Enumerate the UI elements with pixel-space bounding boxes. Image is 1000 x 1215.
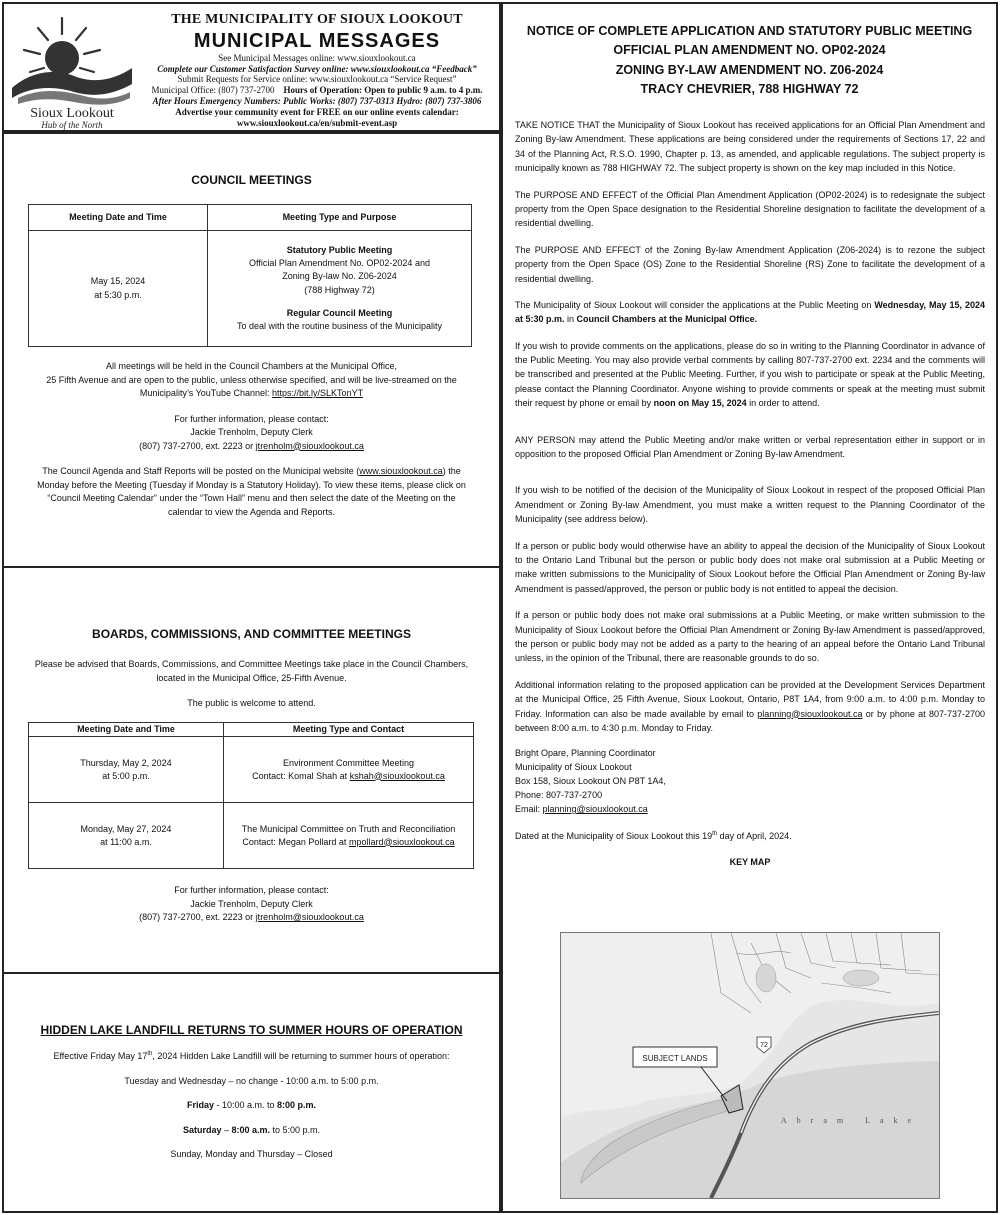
notice-p2: The PURPOSE AND EFFECT of the Official Plan Amendment Application (OP02-2024) is to redesignate the subject property from the Open Space designation to the Residential Shoreline designation to facilitate the development of a residential dwelling. xyxy=(515,189,985,229)
statutory-meeting-title: Statutory Public Meeting xyxy=(286,245,393,256)
keymap-title: KEY MAP xyxy=(729,857,771,868)
notice-body xyxy=(515,118,985,880)
boards-intro-2: located in the Municipal Office, 25-Fifth Avenue. xyxy=(156,672,347,683)
boards-contact-phone: (807) 737-2700, ext. 2223 or xyxy=(139,912,254,922)
sig-phone: Phone: 807-737-2700 xyxy=(515,790,603,801)
boards-intro xyxy=(4,658,499,711)
notice-p4 xyxy=(515,298,985,327)
office-phone: Municipal Office: (807) 737-2700 xyxy=(151,85,275,96)
dated-sup: th xyxy=(712,830,718,837)
contact-email-link[interactable]: jtrenholm@siouxlookout.ca xyxy=(255,440,364,451)
agenda-line-1 xyxy=(4,465,499,479)
boards-row-2-email-link[interactable]: mpollard@siouxlookout.ca xyxy=(348,836,455,847)
notice-meeting-date: Wednesday, May 15, 2024 at 5:30 p.m. xyxy=(515,299,985,325)
notice-p5 xyxy=(515,339,985,411)
masthead-text xyxy=(136,12,498,128)
notice-p10-a: Additional information relating to the proposed application can be provided at the Development Services Department at the Municipal Office, 25 Fifth Avenue, Sioux Lookout, Ontario, P8T 1A4, from 9:00 a.m. to 4:00 p.m. Monday to Friday. Information can also be made available by email to xyxy=(515,679,985,719)
agenda-line-2: Monday before the Meeting (Tuesday if Monday is a Statutory Holiday). To view these items, please click on xyxy=(37,479,466,490)
council-date: May 15, 2024 xyxy=(90,276,146,287)
boards-row-1-time: at 5:00 p.m. xyxy=(102,770,150,781)
sig-email-link[interactable]: planning@siouxlookout.ca xyxy=(542,804,648,815)
boards-committees-section xyxy=(2,566,501,974)
boards-contact-email-link[interactable]: jtrenholm@siouxlookout.ca xyxy=(255,912,364,922)
sig-box: Box 158, Sioux Lookout ON P8T 1A4, xyxy=(515,776,666,787)
notice-deadline: noon on May 15, 2024 xyxy=(653,398,747,409)
dated-line xyxy=(515,829,985,843)
regular-meeting-line: To deal with the routine business of the Municipality xyxy=(236,320,443,331)
boards-title: BOARDS, COMMISSIONS, AND COMMITTEE MEETINGS xyxy=(92,627,411,641)
council-note-1: All meetings will be held in the Council Chambers at the Municipal Office, xyxy=(106,361,397,371)
contact-phone: (807) 737-2700, ext. 2223 or xyxy=(139,440,254,451)
office-hours: Hours of Operation: Open to public 9 a.m. to 4 p.m. xyxy=(283,85,483,96)
subject-lands-label: SUBJECT LANDS xyxy=(642,1054,708,1063)
landfill-saturday-open: 8:00 a.m. xyxy=(231,1124,271,1135)
agenda-text-a: The Council Agenda and Staff Reports will be posted on the Municipal website ( xyxy=(42,466,360,476)
notice-meeting-place: Council Chambers at the Municipal Office. xyxy=(576,314,758,325)
boards-row-2-type: The Municipal Committee on Truth and Reconciliation xyxy=(241,823,456,834)
council-date-cell xyxy=(29,231,208,347)
boards-row-2-date: Monday, May 27, 2024 xyxy=(80,823,172,834)
contact-intro: For further information, please contact: xyxy=(174,413,329,424)
table-row xyxy=(29,737,474,803)
online-line: See Municipal Messages online: www.siouxlookout.ca xyxy=(218,52,416,63)
logo-tagline: Hub of the North xyxy=(41,120,103,130)
sig-email-line xyxy=(515,803,985,817)
sioux-lookout-logo xyxy=(10,14,134,130)
signature-block xyxy=(515,747,985,817)
council-col-type: Meeting Type and Purpose xyxy=(208,205,472,231)
boards-table xyxy=(28,722,474,869)
boards-row-2-type-cell xyxy=(224,803,474,869)
landfill-title: HIDDEN LAKE LANDFILL RETURNS TO SUMMER HOURS OF OPERATION xyxy=(40,1023,463,1037)
notice-p8: If a person or public body would otherwise have an ability to appeal the decision of the Municipality of Sioux Lookout to the Ontario Land Tribunal but the person or public body does not make oral submission at a Public Meeting or make written submissions to the Municipality of Sioux Lookout before the Official Plan Amendment or Zoning By-law Amendment is passed/approved, the person or public body is not entitled to appeal the decision. xyxy=(515,540,985,594)
notice-p6: ANY PERSON may attend the Public Meeting and/or make written or verbal representation either in support or in opposition to the proposed Official Plan Amendment or Zoning By-law Amendment. xyxy=(515,434,985,460)
boards-row-1-type: Environment Committee Meeting xyxy=(282,757,415,768)
boards-contact-phone-line xyxy=(4,911,499,925)
council-note-2: 25 Fifth Avenue and are open to the public, unless otherwise specified, and will be live-streamed on the xyxy=(46,374,457,385)
notice-p5-a: If you wish to provide comments on the applications, please do so in writing to the Planning Coordinator in advance of the Public Meeting. You may also provide verbal comments by calling 807-737-2700 ext. 2234 and the comments will be transcribed and presented at the Public Meeting. Further, if you wish to participate or speak at the Public Meeting, please contact the Planning Coordinator. Anyone wishing to provide comments or speak at the meeting must submit their request by phone or email by xyxy=(515,340,985,409)
landfill-effective-b: , 2024 Hidden Lake Landfill will be returning to summer hours of operation: xyxy=(152,1051,450,1061)
notice-p10 xyxy=(515,678,985,736)
boards-row-1-contact xyxy=(228,770,469,783)
masthead xyxy=(2,2,501,132)
advertise-url[interactable]: www.siouxlookout.ca/en/submit-event.asp xyxy=(236,117,398,128)
regular-meeting-title: Regular Council Meeting xyxy=(286,307,393,318)
contact-phone-line xyxy=(4,440,499,454)
boards-contact-name: Jackie Trenholm, Deputy Clerk xyxy=(190,898,313,909)
office-line xyxy=(136,85,498,96)
landfill-saturday-dash: – xyxy=(221,1124,232,1135)
agenda-text-b: ) the xyxy=(442,466,461,476)
masthead-title: MUNICIPAL MESSAGES xyxy=(193,29,441,52)
agenda-website-link[interactable]: www.siouxlookout.ca xyxy=(359,466,443,476)
landfill-saturday-close: to 5:00 p.m. xyxy=(270,1124,321,1135)
landfill-effective-a: Effective Friday May 17 xyxy=(53,1051,148,1061)
notice-p9: If a person or public body does not make oral submissions at a Public Meeting, or make written submission to the Municipality of Sioux Lookout before the Official Plan Amendment or Zoning By-law Amendment is passed/approved, the person or public body may not be added as a party to the hearing of an appeal before the Ontario Land Tribunal unless, in the opinion of the Tribunal, there are reasonable grounds to do so. xyxy=(515,610,985,664)
landfill-line-4: Sunday, Monday and Thursday – Closed xyxy=(170,1149,333,1159)
table-row xyxy=(29,803,474,869)
dated-b: day of April, 2024. xyxy=(717,830,792,841)
notice-p1: TAKE NOTICE THAT the Municipality of Sioux Lookout has received applications for an Official Plan Amendment and Zoning By-law Amendment. These applications are being considered under the requirements of Sections 17, 22 and 34 of the Planning Act, R.S.O. 1990, Chapter p. 13, as amended, and applicable regulations. The subject property is municipally known as 788 HIGHWAY 72. The subject property is shown on the key map included in this Notice. xyxy=(515,120,985,174)
boards-row-1-date: Thursday, May 2, 2024 xyxy=(80,757,172,768)
notice-p10-b: or by phone at 807-737-2700 between 8:00 a.m. to 4:30 p.m. Monday to Friday. xyxy=(515,708,986,733)
survey-line: Complete our Customer Satisfaction Survey online: www.siouxlookout.ca “Feedback” xyxy=(157,63,477,74)
boards-contact xyxy=(4,884,499,925)
council-note-3 xyxy=(4,387,499,401)
table-row xyxy=(29,231,472,347)
council-title: COUNCIL MEETINGS xyxy=(191,173,312,187)
emergency-line: After Hours Emergency Numbers: Public Works: (807) 737-0313 Hydro: (807) 737-3806 xyxy=(152,95,482,106)
sig-email-label: Email: xyxy=(515,804,543,815)
boards-row-1-type-cell xyxy=(224,737,474,803)
agenda-line-4: calendar to view the Agenda and Reports. xyxy=(167,506,336,517)
boards-row-1-date-cell xyxy=(29,737,224,803)
landfill-effective-sup: th xyxy=(147,1051,153,1057)
org-name: THE MUNICIPALITY OF SIOUX LOOKOUT xyxy=(171,12,463,27)
dated-a: Dated at the Municipality of Sioux Lookout this 19 xyxy=(515,830,713,841)
service-request-line: Submit Requests for Service online: www.siouxlookout.ca “Service Request” xyxy=(177,74,457,85)
landfill-line-3 xyxy=(4,1124,499,1138)
landfill-section xyxy=(2,972,501,1213)
council-notes xyxy=(4,360,499,519)
landfill-body xyxy=(4,1050,499,1162)
boards-intro-1: Please be advised that Boards, Commissions, and Committee Meetings take place in the Council Chambers, xyxy=(34,659,469,669)
notice-p4-c: in xyxy=(564,314,577,325)
boards-contact-intro: For further information, please contact: xyxy=(174,885,329,895)
notice-p3: The PURPOSE AND EFFECT of the Zoning By-law Amendment Application (Z06-2024) is to rezone the subject property from the Open Space (OS) Zone to the Residential Shoreline (RS) Zone to facilitate the development of a residential dwelling. xyxy=(515,244,985,284)
council-meetings-section xyxy=(2,132,501,568)
highway-72-label: 72 xyxy=(760,1042,768,1049)
statutory-line-1: Official Plan Amendment No. OP02-2024 and xyxy=(249,258,430,269)
landfill-line-1: Tuesday and Wednesday – no change - 10:00 a.m. to 5:00 p.m. xyxy=(124,1075,379,1086)
boards-welcome: The public is welcome to attend. xyxy=(187,698,316,708)
notice-title-1: NOTICE OF COMPLETE APPLICATION AND STATUTORY PUBLIC MEETING xyxy=(526,24,973,38)
statutory-line-2: Zoning By-law No. Z06-2024 xyxy=(282,271,397,282)
landfill-saturday: Saturday xyxy=(182,1124,222,1135)
statutory-line-3: (788 Highway 72) xyxy=(304,284,375,295)
council-table xyxy=(28,204,472,347)
boards-row-2-contact xyxy=(228,836,469,849)
agenda-line-3: “Council Meeting Calendar” under the “Town Hall” menu and then select the date of the Meeting on the xyxy=(47,493,456,503)
notice-title-2: OFFICIAL PLAN AMENDMENT NO. OP02-2024 xyxy=(613,43,886,58)
notice-p5-c: in order to attend. xyxy=(746,398,820,409)
planning-email-link[interactable]: planning@siouxlookout.ca xyxy=(757,708,863,719)
abram-lake-label: Abram Lake xyxy=(780,1116,922,1125)
notice-title-4: TRACY CHEVRIER, 788 HIGHWAY 72 xyxy=(640,82,859,97)
boards-row-2-date-cell xyxy=(29,803,224,869)
boards-row-2-contact-label: Contact: Megan Pollard at xyxy=(242,836,347,847)
council-col-date: Meeting Date and Time xyxy=(29,205,208,231)
boards-row-2-time: at 11:00 a.m. xyxy=(100,836,152,847)
public-notice-section xyxy=(501,2,998,1213)
landfill-effective xyxy=(4,1050,499,1064)
key-map xyxy=(560,932,940,1199)
notice-title-3: ZONING BY-LAW AMENDMENT NO. Z06-2024 xyxy=(615,62,884,77)
contact-name: Jackie Trenholm, Deputy Clerk xyxy=(190,427,313,437)
landfill-line-2 xyxy=(4,1099,499,1113)
notice-p7: If you wish to be notified of the decision of the Municipality of Sioux Lookout in respect of the proposed Official Plan Amendment or Zoning By-law Amendment, you must make a written request to the Planning Coordinator of the Municipality (see address below). xyxy=(515,485,985,525)
council-time: at 5:30 p.m. xyxy=(94,289,142,300)
youtube-label: Municipality’s YouTube Channel: xyxy=(139,388,270,398)
landfill-friday-hours-b: 8:00 p.m. xyxy=(277,1100,317,1110)
advertise-line: Advertise your community event for FREE on our online events calendar: xyxy=(175,106,459,117)
landfill-friday: Friday xyxy=(186,1100,214,1110)
sig-org: Municipality of Sioux Lookout xyxy=(515,762,632,773)
boards-col-date: Meeting Date and Time xyxy=(29,723,224,737)
landfill-friday-hours-a: - 10:00 a.m. to xyxy=(213,1100,278,1110)
boards-row-1-contact-label: Contact: Komal Shah at xyxy=(252,770,348,781)
council-type-cell xyxy=(208,231,472,347)
logo-name: Sioux Lookout xyxy=(30,106,114,121)
notice-p4-a: The Municipality of Sioux Lookout will consider the applications at the Public Meeting on xyxy=(515,299,875,310)
boards-col-type: Meeting Type and Contact xyxy=(224,723,474,737)
boards-row-1-email-link[interactable]: kshah@siouxlookout.ca xyxy=(349,770,445,781)
sig-name: Bright Opare, Planning Coordinator xyxy=(515,748,656,759)
youtube-link[interactable]: https://bit.ly/SLKTonYT xyxy=(272,388,364,398)
notice-title xyxy=(503,22,996,100)
